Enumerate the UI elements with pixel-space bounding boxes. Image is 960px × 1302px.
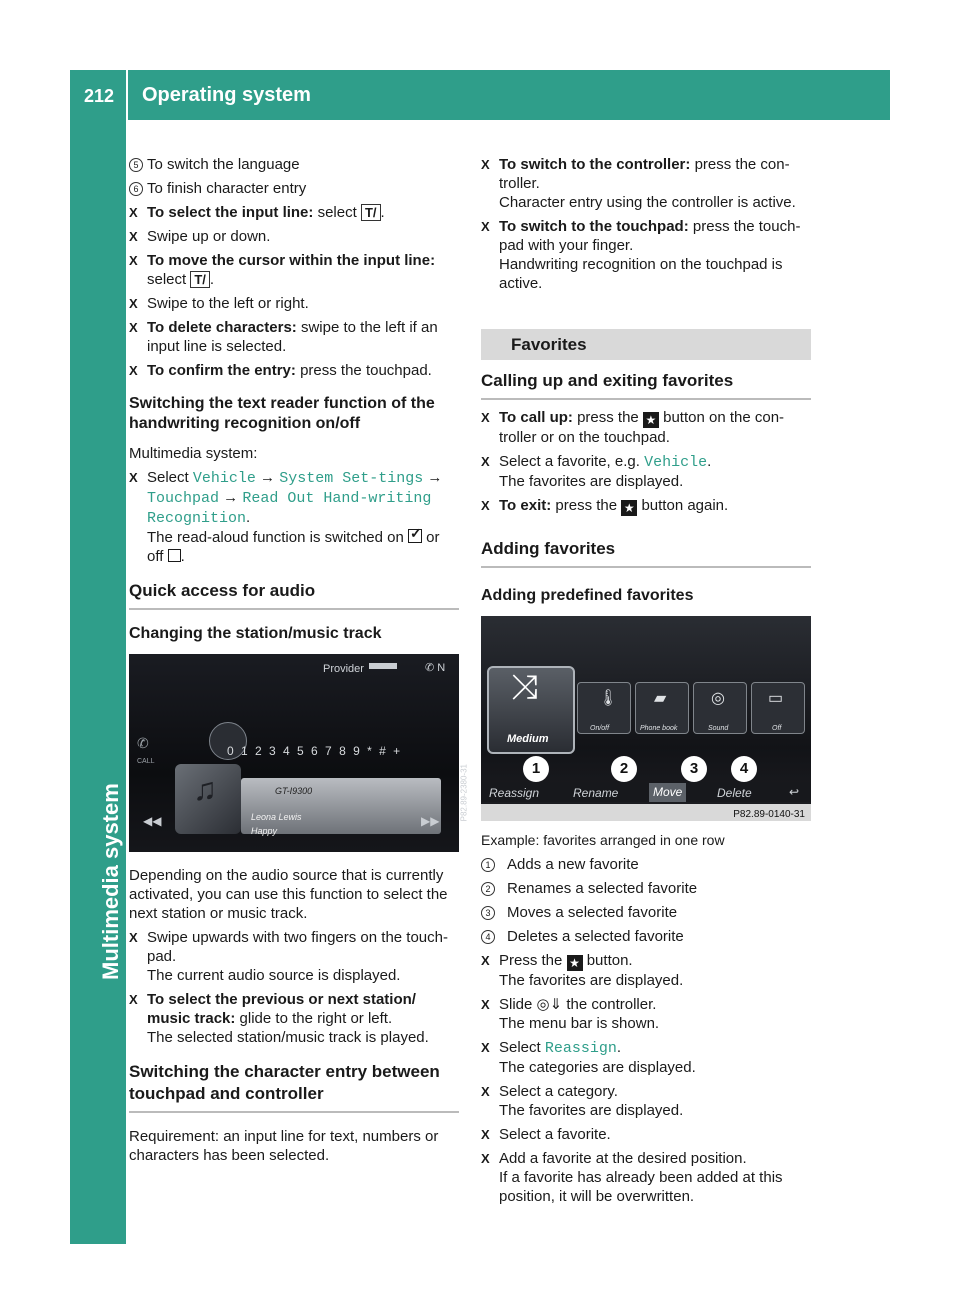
music-note-icon: ♫ xyxy=(193,771,217,807)
instruction-step: X To switch to the controller: press the con-troller. Character entry using the controller is active. xyxy=(481,156,796,211)
star-button-icon: ★ xyxy=(567,955,583,971)
instruction-step: X Swipe up or down. xyxy=(129,228,271,245)
page-number: 212 xyxy=(84,86,115,106)
section-title: Operating system xyxy=(142,84,311,106)
favorite-tile-medium: ⤨ Medium xyxy=(487,666,575,754)
instruction-step: X Add a favorite at the desired position. If a favorite has already been added at this position, it will be overwritten. xyxy=(481,1150,783,1205)
list-item: 6 To finish character entry xyxy=(129,179,459,198)
instruction-step: X Select a category. The favorites are displayed. xyxy=(481,1083,684,1119)
audio-screen-image: Provider ✆ N 0 1 2 3 4 5 6 7 8 9 * # + ✆ CALL ♫ GT-I9300 Leona Lewis Happy ◀◀ ▶▶ P82.89-2380-31 xyxy=(129,654,459,852)
phone-icon: ✆ xyxy=(137,735,149,751)
header-divider xyxy=(126,70,128,120)
list-item: 1 Adds a new favorite xyxy=(481,855,811,874)
paragraph: Requirement: an input line for text, numbers or characters has been selected. xyxy=(129,1128,439,1164)
instruction-step: X To move the cursor within the input line: select T/ . xyxy=(129,252,436,288)
next-track-icon: ▶▶ xyxy=(421,814,440,828)
heading-change-station: Changing the station/music track xyxy=(129,625,382,642)
instruction-step: X To exit: press the ★ button again. xyxy=(481,497,729,515)
caption: Example: favorites arranged in one row xyxy=(481,832,725,848)
instruction-step: X Select Vehicle → System Set‐tings → Touchpad → Read Out Hand‐writing Recognition. The read-aloud function is switched on ✓ or off . xyxy=(129,468,459,566)
heading-switch-entry: Switching the character entry between touchpad and controller xyxy=(129,1061,459,1113)
heading-calling: Calling up and exiting favorites xyxy=(481,370,811,400)
favorite-tile-sound: ◎ Sound xyxy=(693,682,747,734)
list-item: 2 Renames a selected favorite xyxy=(481,879,811,898)
text-cursor-icon: T/ xyxy=(361,204,381,221)
instruction-step: X Select a favorite. xyxy=(481,1126,611,1143)
star-button-icon: ★ xyxy=(643,412,659,428)
favorites-screen-image: ⤨ Medium 🌡 On/off ▰ Phone book ◎ Sound ▭ Off 1 2 3 4 Reassign Rename Move Delete ↩ P82.89-0140-31 xyxy=(481,616,811,821)
heading-adding: Adding favorites xyxy=(481,538,811,568)
screen-icon: ▭ xyxy=(768,690,784,707)
list-item: 4 Deletes a selected favorite xyxy=(481,927,811,946)
instruction-step: X Select Reassign. The categories are displayed. xyxy=(481,1039,696,1076)
left-column xyxy=(129,155,469,1170)
list-item: 5 To switch the language xyxy=(129,155,459,174)
star-button-icon: ★ xyxy=(621,500,637,516)
text-cursor-icon: T/ xyxy=(190,271,210,288)
menu-reassign: Reassign xyxy=(489,786,540,800)
right-column xyxy=(481,155,811,1211)
sidebar-tab xyxy=(70,120,126,1188)
heading-predefined: Adding predefined favorites xyxy=(481,587,694,604)
shuffle-icon: ⤨ xyxy=(511,668,539,706)
menu-move: Move xyxy=(649,783,686,802)
checkbox-empty-icon xyxy=(168,549,181,562)
instruction-step: X Swipe upwards with two fingers on the touch-pad. The current audio source is displayed. xyxy=(129,929,448,984)
phone-status-icon: ✆ N xyxy=(425,662,446,674)
previous-track-icon: ◀◀ xyxy=(143,814,162,828)
instruction-step: X To select the previous or next station/ music track: glide to the right or left. The selected station/music track is played. xyxy=(129,991,429,1046)
favorite-tile-off: ▭ Off xyxy=(751,682,805,734)
back-icon: ↩ xyxy=(789,785,800,799)
signal-bars-icon xyxy=(369,663,397,669)
favorite-tile-onoff: 🌡 On/off xyxy=(577,682,631,734)
instruction-step: X To confirm the entry: press the touchpad. xyxy=(129,362,432,379)
favorite-tile-phonebook: ▰ Phone book xyxy=(635,682,689,734)
list-item: 3 Moves a selected favorite xyxy=(481,903,811,922)
instruction-step: X To call up: press the ★ button on the con-troller or on the touchpad. xyxy=(481,409,785,446)
paragraph: Multimedia system: xyxy=(129,445,258,462)
thermometer-icon: 🌡 xyxy=(598,690,619,707)
sidebar-label: Multimedia system xyxy=(98,783,123,980)
menu-delete: Delete xyxy=(717,786,752,800)
instruction-step: X To switch to the touchpad: press the touch-pad with your finger. Handwriting recognition on the touchpad is active. xyxy=(481,218,801,292)
instruction-step: X Slide ◎⇓ the controller. The menu bar is shown. xyxy=(481,996,660,1032)
seat-icon: ▰ xyxy=(654,690,667,707)
paragraph: Depending on the audio source that is currently activated, you can use this function to select the next station or music track. xyxy=(129,867,448,922)
checkbox-checked-icon xyxy=(408,529,422,543)
sidebar-corner-block xyxy=(70,1188,126,1244)
favorites-band: Favorites xyxy=(481,329,811,360)
instruction-step: X To delete characters: swipe to the left if an input line is selected. xyxy=(129,319,438,355)
instruction-step: X To select the input line: select T/ . xyxy=(129,204,385,221)
instruction-step: X Press the ★ button. The favorites are displayed. xyxy=(481,952,684,989)
menu-rename: Rename xyxy=(573,786,619,800)
instruction-step: X Swipe to the left or right. xyxy=(129,295,309,312)
controller-slide-icon: ◎⇓ xyxy=(536,996,563,1013)
instruction-step: X Select a favorite, e.g. Vehicle. The favorites are displayed. xyxy=(481,453,712,490)
dial-icon: ◎ xyxy=(711,690,725,707)
heading-text-reader: Switching the text reader function of the handwriting recognition on/off xyxy=(129,395,435,432)
album-art-tile xyxy=(175,764,241,834)
heading-quick-access: Quick access for audio xyxy=(129,580,459,610)
page-header xyxy=(70,70,890,120)
